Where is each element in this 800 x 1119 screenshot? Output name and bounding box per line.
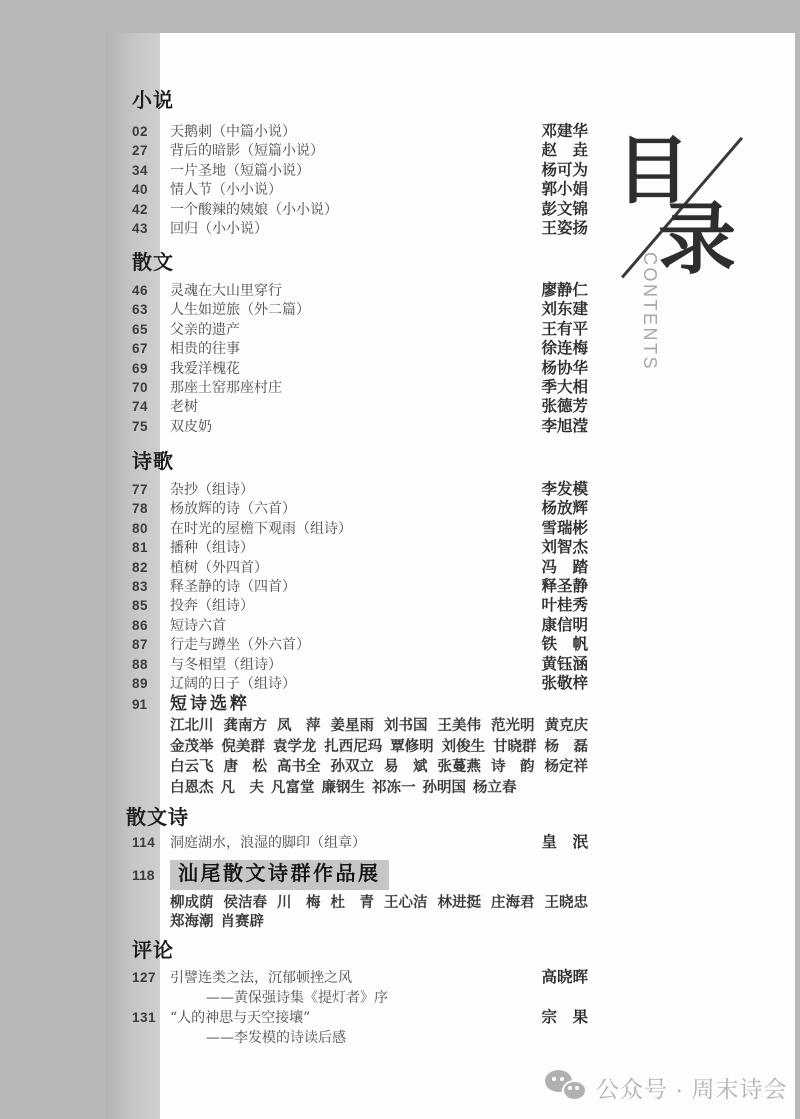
entry-author: 皇 泯 [541,834,588,851]
page-number: 82 [132,559,149,575]
entry-title: 天鹅刺（中篇小说） [170,124,296,140]
toc-row [132,180,588,199]
poetry-rows [132,480,588,693]
page-number: 74 [132,399,149,415]
toc-row [132,596,588,615]
toc-row [132,219,588,238]
toc-row [132,833,588,852]
shanwei-contributors [170,894,588,931]
fiction-rows [132,122,588,238]
entry-title: 老树 [170,399,198,416]
contributor-name: 易 斌 [384,759,428,776]
entry-author: 高晓晖 [541,969,588,986]
page-number: 67 [132,341,149,357]
contributor-name: 廉钢生 [321,779,365,796]
section-header-prose-poetry: 散文诗 [126,807,189,829]
entry-author: 杨放辉 [541,500,588,518]
entry-title: 投奔（组诗） [170,598,254,615]
contributor-name: 覃修明 [390,738,434,755]
contributor-name: 王晓忠 [544,895,588,911]
wechat-icon [545,1070,587,1104]
entry-title: 一片圣地（短篇小说） [170,162,310,179]
entry-author: 杨协华 [541,359,588,377]
toc-row [132,968,588,988]
contributor-name: 龚南方 [223,718,267,734]
entry-author: 王有平 [541,320,588,338]
toc-row [132,339,588,358]
contributor-name: 张蔓燕 [437,759,481,776]
entry-title: 杨放辉的诗（六首） [170,501,296,518]
contributor-name: 柳成荫 [170,895,214,911]
toc-row [132,300,588,319]
entry-title: 与冬相望（组诗） [170,656,282,673]
page-number: 63 [132,302,149,318]
entry-title: 双皮奶 [170,418,212,435]
contributor-name: 白恩杰 [170,779,214,796]
page-number: 89 [132,675,149,691]
contributor-name: 肖赛辟 [220,913,264,930]
contents-logo [600,120,790,410]
entry-title: 人生如逆旅（外二篇） [170,302,310,319]
entry-title: 短诗六首 [170,617,226,634]
entry-author: 刘东建 [541,301,588,319]
page-number: 27 [132,143,149,159]
section-header-prose: 散文 [132,252,174,274]
prose-rows [132,281,588,436]
entry-title: 在时光的屋檐下观雨（组诗） [170,520,352,537]
contributor-name: 倪美群 [221,738,265,755]
entry-author: 铁 帆 [541,636,588,654]
page-number: 114 [132,835,156,850]
logo-contents-text: CONTENTS [640,252,660,371]
page-number: 78 [132,501,149,517]
review-rows [132,968,588,1048]
toc-row [132,200,588,219]
entry-author: 康信明 [541,616,588,634]
entry-title: 洞庭湖水，浪湿的脚印（组章） [170,835,366,851]
entry-author: 张德芳 [541,398,588,416]
entry-title: 辽阔的日子（组诗） [170,675,296,692]
page-number: 91 [132,697,148,712]
page-number: 34 [132,162,149,178]
entry-author: 李发模 [541,481,588,498]
entry-author: 杨可为 [541,161,588,179]
entry-author: 黄钰涵 [541,655,588,673]
contributor-name: 凡富堂 [271,779,315,796]
page-number: 88 [132,656,149,672]
toc-row [132,378,588,397]
toc-subtitle-row [132,988,588,1008]
toc-row [132,538,588,557]
toc-row [132,480,588,499]
contributor-name: 林进挺 [437,895,481,911]
entry-title: 情人节（小小说） [170,182,282,199]
page-number: 46 [132,283,149,298]
entry-author: 刘智杰 [541,539,588,557]
logo-char-lu: 录 [658,195,737,283]
page-number: 83 [132,578,149,594]
page-number: 75 [132,418,149,434]
page-number: 131 [132,1010,157,1025]
page-number: 85 [132,598,149,614]
shanwei-feature-label: 汕尾散文诗群作品展 [170,860,389,890]
toc-row [132,635,588,654]
short-poem-selection-label: 短诗选粹 [170,694,250,714]
toc-row [132,359,588,378]
entry-author: 徐连梅 [541,340,588,358]
toc-row [132,320,588,339]
toc-row [132,674,588,693]
short-poem-contributors [170,716,588,798]
entry-title: 我爱洋槐花 [170,360,240,377]
contributor-name: 孙双立 [330,759,374,776]
entry-author: 郭小娟 [541,181,588,199]
entry-title: 行走与蹲坐（外六首） [170,637,310,654]
entry-title: 灵魂在大山里穿行 [170,283,282,299]
short-poem-selection-row [132,693,250,716]
entry-author: 李旭滢 [541,417,588,435]
entry-author: 赵 垚 [541,142,588,160]
contributor-name: 杨定祥 [544,759,588,776]
contributor-name: 王心洁 [384,895,428,911]
page-number: 70 [132,379,149,395]
contributor-name: 姜星雨 [330,718,374,734]
contributor-name: 王美伟 [437,718,481,734]
contributor-name: 甘晓群 [493,738,537,755]
contributor-name-row [170,913,588,932]
contributor-name-row [170,737,588,758]
entry-author: 叶桂秀 [541,597,588,615]
contributor-name: 郑海潮 [170,913,214,930]
entry-author: 释圣静 [541,577,588,595]
entry-title: 一个酸辣的姨娘（小小说） [170,201,338,218]
contributor-name: 白云飞 [170,759,214,776]
contributor-name: 江北川 [170,718,214,734]
toc-row [132,1008,588,1028]
entry-title: 引譬连类之法，沉郁顿挫之风 [170,970,352,986]
contributor-name: 诗 韵 [491,759,535,776]
contributor-name: 杨立春 [473,779,517,796]
page-number: 40 [132,182,149,198]
contributor-name: 杨 磊 [544,738,588,755]
section-header-poetry: 诗歌 [132,451,174,473]
page-number: 69 [132,360,149,376]
entry-subtitle: ——李发模的诗读后感 [206,1030,346,1046]
entry-author: 季大相 [541,378,588,396]
page-number: 77 [132,482,149,497]
logo-char-mu: 目 [616,129,690,212]
entry-author: 冯 踏 [541,558,588,576]
contributor-name: 金茂举 [170,738,214,755]
contributor-name: 唐 松 [223,759,267,776]
entry-title: 相贵的往事 [170,341,240,358]
toc-row [132,655,588,674]
entry-title: 播种（组诗） [170,540,254,557]
entry-author: 王姿扬 [541,219,588,237]
entry-author: 邓建华 [541,123,588,140]
toc-row [132,519,588,538]
contributor-name: 祁冻一 [372,779,416,796]
toc-subtitle-row [132,1028,588,1048]
contributor-name: 川 梅 [277,895,321,911]
entry-author: 宗 果 [541,1009,588,1026]
entry-title: 父亲的遗产 [170,321,240,338]
page-number: 42 [132,201,149,217]
contributor-name: 凤 萍 [277,718,321,734]
entry-title: 那座土窑那座村庄 [170,379,282,396]
toc-row [132,397,588,416]
page-number: 02 [132,124,149,139]
toc-row [132,141,588,160]
contributor-name: 侯洁春 [223,895,267,911]
toc-row [132,281,588,300]
page-number: 86 [132,617,149,633]
page-number: 80 [132,520,149,536]
contributor-name: 孙明国 [422,779,466,796]
entry-title: “人的神思与天空接壤” [170,1010,311,1026]
watermark [545,1070,787,1104]
page-number: 87 [132,637,149,653]
entry-title: 背后的暗影（短篇小说） [170,143,324,160]
toc-row [132,122,588,141]
toc-row [132,577,588,596]
prose-poetry-rows [132,833,588,852]
entry-title: 回归（小小说） [170,220,268,237]
toc-row [132,499,588,518]
contributor-name-row [170,757,588,778]
page-number: 43 [132,220,149,236]
contributor-name: 黄克庆 [544,718,588,734]
watermark-text: 公众号 · 周末诗会 [596,1075,788,1102]
page-number: 65 [132,321,149,337]
shanwei-feature-row [132,860,389,890]
section-header-fiction: 小说 [132,90,174,112]
toc-row [132,417,588,436]
entry-author: 彭文锦 [541,200,588,218]
toc-row [132,616,588,635]
entry-author: 廖静仁 [541,282,588,299]
contributor-name: 庄海君 [491,895,535,911]
contributor-name: 凡 夫 [220,779,264,796]
page-number: 127 [132,970,157,985]
contributor-name: 杜 青 [330,895,374,911]
contributor-name: 范光明 [491,718,535,734]
toc-row [132,161,588,180]
contributor-name-row [170,894,588,913]
entry-title: 杂抄（组诗） [170,482,254,498]
toc-row [132,558,588,577]
contributor-name-row [170,778,588,799]
contributor-name-row [170,716,588,737]
entry-subtitle: ——黄保强诗集《提灯者》序 [206,990,388,1006]
section-header-review: 评论 [132,940,174,962]
page-number: 81 [132,540,149,556]
contributor-name: 刘书国 [384,718,428,734]
entry-title: 释圣静的诗（四首） [170,578,296,595]
contributor-name: 扎西尼玛 [324,738,383,755]
contributor-name: 袁学龙 [272,738,317,755]
contributor-name: 刘俊生 [441,738,486,755]
page-number: 118 [132,867,155,883]
contributor-name: 高书全 [277,759,321,776]
entry-author: 雪瑞彬 [541,519,588,537]
entry-title: 植树（外四首） [170,559,268,576]
entry-author: 张敬梓 [541,674,588,692]
